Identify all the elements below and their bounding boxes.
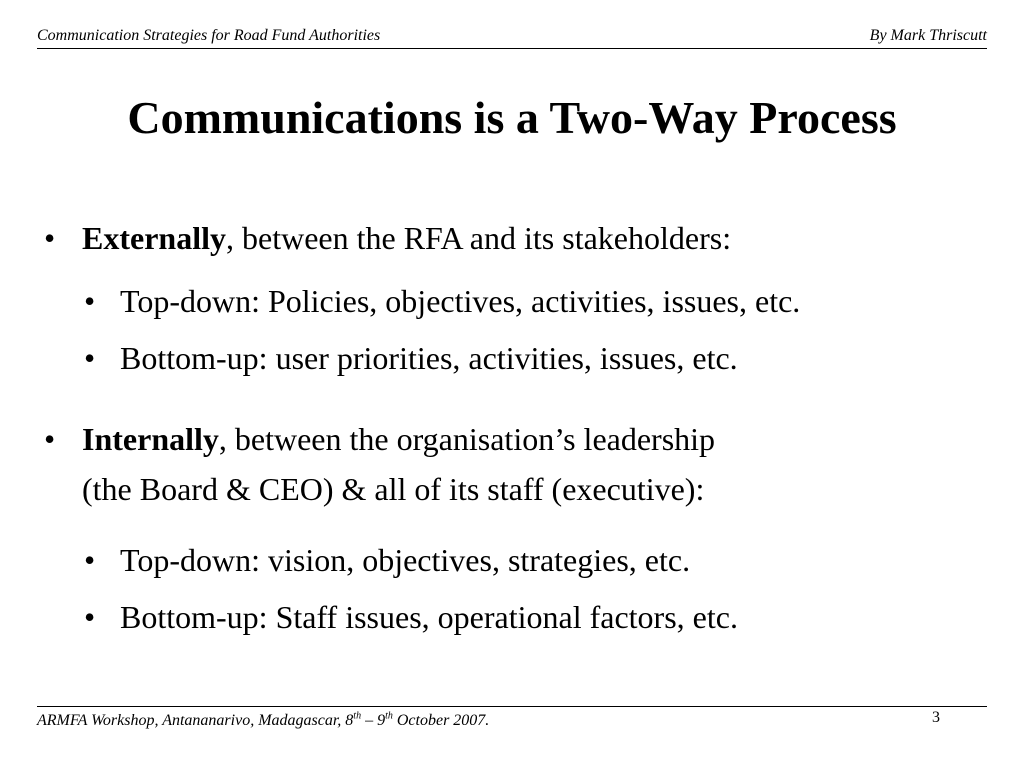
bullet-text: , between the RFA and its stakeholders: (225, 220, 732, 256)
sub-bullet-top-down-external (84, 276, 801, 326)
header-author: By Mark Thriscutt (869, 27, 987, 44)
header-presentation-title: Communication Strategies for Road Fund Authorities (37, 27, 381, 44)
bullet-text: , between the organisation’s leadership (218, 421, 716, 457)
bullet-internally-continuation (82, 464, 704, 514)
bullet-text-line2: (the Board & CEO) & all of its staff (executive): (82, 471, 705, 507)
slide-header (37, 26, 987, 48)
bullet-externally (44, 213, 732, 263)
header-divider (37, 48, 987, 49)
sub-bullet-dot: • (84, 340, 96, 376)
sub-bullet-bottom-up-internal (84, 592, 738, 642)
bullet-dot: • (44, 220, 56, 256)
footer-event-text-middle: – 9 (361, 712, 386, 729)
slide-footer (37, 710, 489, 732)
bullet-dot: • (44, 421, 56, 457)
sub-bullet-text: Bottom-up: user priorities, activities, issues, etc. (120, 340, 738, 376)
page-number: 3 (932, 709, 940, 726)
bullet-lead-term: Externally (82, 220, 226, 256)
footer-ordinal-suffix: th (353, 710, 362, 722)
slide-title: Communications is a Two-Way Process (127, 92, 897, 143)
sub-bullet-dot: • (84, 283, 96, 319)
footer-event-text-end: October 2007. (392, 712, 490, 729)
bullet-internally (44, 414, 716, 464)
sub-bullet-bottom-up-external (84, 333, 738, 383)
sub-bullet-dot: • (84, 542, 96, 578)
sub-bullet-top-down-internal (84, 535, 691, 585)
footer-event-text: ARMFA Workshop, Antananarivo, Madagascar, 8 (37, 712, 354, 729)
sub-bullet-text: Top-down: vision, objectives, strategies, etc. (120, 542, 691, 578)
footer-ordinal-suffix: th (385, 710, 393, 722)
sub-bullet-text: Bottom-up: Staff issues, operational factors, etc. (120, 599, 738, 635)
footer-divider (37, 706, 987, 707)
sub-bullet-dot: • (84, 599, 96, 635)
sub-bullet-text: Top-down: Policies, objectives, activities, issues, etc. (120, 283, 801, 319)
bullet-lead-term: Internally (82, 421, 219, 457)
